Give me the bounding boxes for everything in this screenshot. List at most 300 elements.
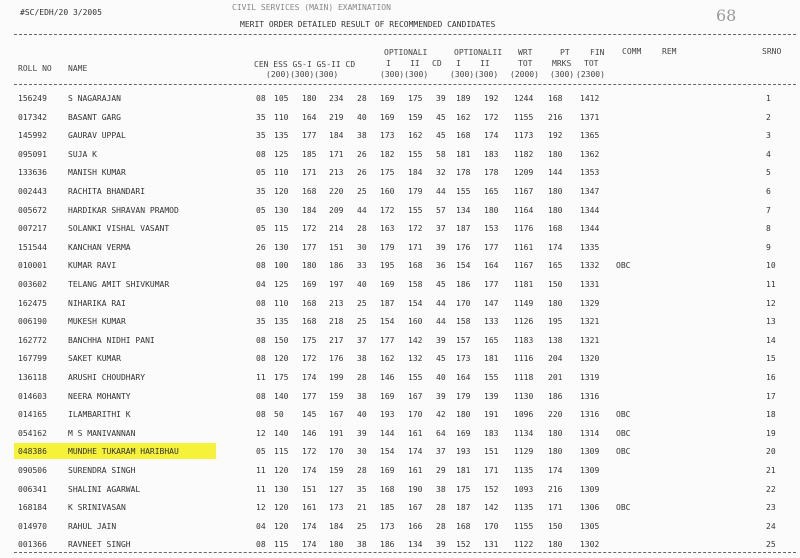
cell-ess: 120 bbox=[274, 521, 289, 531]
cell-name: MANISH KUMAR bbox=[68, 168, 126, 178]
cell-opt2-ii: 147 bbox=[484, 298, 499, 308]
cell-fin-tot: 1314 bbox=[580, 428, 600, 438]
table-row bbox=[0, 373, 800, 389]
cell-wrt-tot: 1167 bbox=[514, 187, 534, 196]
cell-opt1-ii: 161 bbox=[408, 466, 423, 475]
table-row bbox=[0, 466, 800, 482]
cell-fin-tot: 1344 bbox=[580, 205, 600, 215]
cell-fin-tot: 1321 bbox=[580, 317, 600, 327]
cell-ess: 110 bbox=[274, 112, 289, 122]
cell-gs2: 219 bbox=[329, 112, 344, 122]
header-name: NAME bbox=[68, 64, 88, 73]
document-title: MERIT ORDER DETAILED RESULT OF RECOMMENDED CANDIDATES bbox=[240, 20, 496, 29]
cell-name: SURENDRA SINGH bbox=[68, 466, 136, 475]
cell-wrt-tot: 1135 bbox=[514, 503, 534, 513]
cell-gs1: 174 bbox=[302, 540, 317, 550]
cell-gs1: 174 bbox=[302, 521, 317, 531]
cell-srno: 13 bbox=[766, 317, 776, 327]
cell-opt1-ii: 161 bbox=[408, 428, 423, 438]
cell-comm: OBC bbox=[616, 447, 631, 457]
cell-opt1-ii: 171 bbox=[408, 242, 423, 252]
cell-opt1-i: 172 bbox=[380, 205, 395, 215]
header-fin-max: (2300) bbox=[576, 70, 605, 79]
cell-cen: 05 bbox=[256, 447, 266, 457]
cell-name: TELANG AMIT SHIVKUMAR bbox=[68, 280, 170, 289]
cell-cen: 05 bbox=[256, 205, 266, 215]
cell-pt-marks: 216 bbox=[548, 484, 563, 494]
cell-opt2-ii: 191 bbox=[484, 410, 499, 420]
cell-cd: 30 bbox=[357, 447, 367, 457]
cell-roll-no: 014165 bbox=[18, 410, 47, 420]
table-row bbox=[0, 131, 800, 147]
table-row bbox=[0, 150, 800, 166]
cell-wrt-tot: 1164 bbox=[514, 205, 534, 215]
cell-fin-tot: 1306 bbox=[580, 503, 600, 513]
cell-roll-no: 133636 bbox=[18, 168, 47, 178]
cell-roll-no: 151544 bbox=[18, 242, 47, 252]
cell-gs1: 180 bbox=[302, 94, 317, 103]
cell-cd2: 37 bbox=[436, 447, 446, 457]
cell-opt1-ii: 132 bbox=[408, 354, 423, 364]
cell-opt1-i: 169 bbox=[380, 466, 395, 475]
cell-roll-no: 090506 bbox=[18, 466, 47, 475]
cell-cen: 12 bbox=[256, 503, 266, 513]
cell-opt2-i: 154 bbox=[456, 261, 471, 271]
cell-opt2-ii: 131 bbox=[484, 540, 499, 550]
cell-srno: 5 bbox=[766, 168, 771, 178]
cell-fin-tot: 1316 bbox=[580, 391, 600, 401]
cell-cd2: 32 bbox=[436, 168, 446, 178]
cell-opt2-i: 181 bbox=[456, 466, 471, 475]
cell-comm: OBC bbox=[616, 428, 631, 438]
cell-cd2: 39 bbox=[436, 242, 446, 252]
header-opt2-max: (300)(300) bbox=[450, 70, 499, 79]
cell-roll-no: 048386 bbox=[18, 447, 47, 457]
cell-opt1-i: 187 bbox=[380, 298, 395, 308]
cell-opt1-ii: 168 bbox=[408, 261, 423, 271]
cell-cd: 28 bbox=[357, 373, 367, 382]
cell-ess: 130 bbox=[274, 205, 289, 215]
cell-cd2: 40 bbox=[436, 373, 446, 382]
cell-opt1-i: 179 bbox=[380, 242, 395, 252]
cell-ess: 120 bbox=[274, 466, 289, 475]
cell-pt-marks: 180 bbox=[548, 187, 563, 196]
header-pt-max: (300) bbox=[550, 70, 575, 79]
cell-opt2-ii: 183 bbox=[484, 149, 499, 159]
cell-gs2: 176 bbox=[329, 354, 344, 364]
cell-pt-marks: 204 bbox=[548, 354, 563, 364]
cell-opt2-ii: 170 bbox=[484, 521, 499, 531]
office-title: CIVIL SERVICES (MAIN) EXAMINATION bbox=[232, 3, 391, 12]
cell-cd: 38 bbox=[357, 540, 367, 550]
cell-opt2-ii: 192 bbox=[484, 94, 499, 103]
cell-opt1-i: 162 bbox=[380, 354, 395, 364]
cell-cd: 25 bbox=[357, 317, 367, 327]
cell-opt1-i: 169 bbox=[380, 391, 395, 401]
cell-pt-marks: 144 bbox=[548, 168, 563, 178]
cell-cd: 28 bbox=[357, 466, 367, 475]
cell-opt2-ii: 181 bbox=[484, 354, 499, 364]
cell-ess: 135 bbox=[274, 317, 289, 327]
table-row bbox=[0, 485, 800, 501]
cell-cen: 26 bbox=[256, 242, 266, 252]
cell-opt1-ii: 155 bbox=[408, 205, 423, 215]
cell-cd2: 45 bbox=[436, 131, 446, 141]
cell-wrt-tot: 1183 bbox=[514, 335, 534, 345]
cell-roll-no: 001366 bbox=[18, 540, 47, 550]
reference-number: #SC/EDH/20 3/2005 bbox=[20, 8, 102, 17]
cell-ess: 130 bbox=[274, 242, 289, 252]
cell-pt-marks: 220 bbox=[548, 410, 563, 420]
cell-cen: 08 bbox=[256, 540, 266, 550]
header-srno: SRNO bbox=[762, 47, 782, 56]
cell-opt1-ii: 155 bbox=[408, 149, 423, 159]
cell-srno: 24 bbox=[766, 521, 776, 531]
cell-srno: 16 bbox=[766, 373, 776, 382]
page-mark: 68 bbox=[716, 6, 737, 25]
cell-cd2: 64 bbox=[436, 428, 446, 438]
cell-name: SHALINI AGARWAL bbox=[68, 484, 141, 494]
cell-cd2: 38 bbox=[436, 484, 446, 494]
table-row bbox=[0, 336, 800, 352]
cell-wrt-tot: 1167 bbox=[514, 261, 534, 271]
cell-cd: 40 bbox=[357, 112, 367, 122]
cell-opt1-i: 169 bbox=[380, 94, 395, 103]
cell-srno: 12 bbox=[766, 298, 776, 308]
cell-ess: 125 bbox=[274, 149, 289, 159]
table-row bbox=[0, 410, 800, 426]
cell-ess: 125 bbox=[274, 280, 289, 289]
cell-cd: 37 bbox=[357, 335, 367, 345]
cell-fin-tot: 1316 bbox=[580, 410, 600, 420]
cell-cd2: 58 bbox=[436, 149, 446, 159]
cell-gs1: 180 bbox=[302, 261, 317, 271]
cell-cd2: 57 bbox=[436, 205, 446, 215]
header-opt1-sub: I II bbox=[386, 59, 420, 68]
cell-roll-no: 014970 bbox=[18, 521, 47, 531]
cell-srno: 25 bbox=[766, 540, 776, 550]
cell-cd: 38 bbox=[357, 354, 367, 364]
header-roll-no: ROLL NO bbox=[18, 64, 52, 73]
cell-fin-tot: 1362 bbox=[580, 149, 600, 159]
cell-gs2: 218 bbox=[329, 317, 344, 327]
cell-cd: 28 bbox=[357, 94, 367, 103]
cell-opt1-i: 193 bbox=[380, 410, 395, 420]
cell-cd: 25 bbox=[357, 298, 367, 308]
cell-opt1-ii: 134 bbox=[408, 540, 423, 550]
header-fin: FIN bbox=[590, 48, 605, 57]
cell-cd: 25 bbox=[357, 521, 367, 531]
cell-gs2: 159 bbox=[329, 391, 344, 401]
cell-gs2: 199 bbox=[329, 373, 344, 382]
cell-srno: 22 bbox=[766, 484, 776, 494]
cell-opt1-ii: 166 bbox=[408, 521, 423, 531]
cell-opt1-i: 160 bbox=[380, 187, 395, 196]
cell-opt2-i: 173 bbox=[456, 354, 471, 364]
cell-opt1-i: 182 bbox=[380, 149, 395, 159]
divider bbox=[14, 552, 796, 553]
cell-gs2: 197 bbox=[329, 280, 344, 289]
cell-roll-no: 054162 bbox=[18, 428, 47, 438]
cell-wrt-tot: 1116 bbox=[514, 354, 534, 364]
cell-opt1-ii: 172 bbox=[408, 224, 423, 234]
cell-pt-marks: 186 bbox=[548, 391, 563, 401]
cell-opt1-ii: 174 bbox=[408, 447, 423, 457]
cell-wrt-tot: 1126 bbox=[514, 317, 534, 327]
cell-fin-tot: 1321 bbox=[580, 335, 600, 345]
cell-cen: 08 bbox=[256, 94, 266, 103]
cell-gs1: 174 bbox=[302, 373, 317, 382]
cell-wrt-tot: 1181 bbox=[514, 280, 534, 289]
cell-roll-no: 145992 bbox=[18, 131, 47, 141]
cell-cd2: 44 bbox=[436, 298, 446, 308]
cell-pt-marks: 171 bbox=[548, 503, 563, 513]
cell-cen: 08 bbox=[256, 149, 266, 159]
cell-cd: 35 bbox=[357, 484, 367, 494]
cell-opt2-ii: 165 bbox=[484, 187, 499, 196]
cell-opt2-ii: 165 bbox=[484, 335, 499, 345]
cell-cd2: 39 bbox=[436, 391, 446, 401]
cell-cen: 08 bbox=[256, 298, 266, 308]
cell-wrt-tot: 1118 bbox=[514, 373, 534, 382]
cell-gs1: 172 bbox=[302, 224, 317, 234]
cell-cd2: 45 bbox=[436, 280, 446, 289]
cell-wrt-tot: 1093 bbox=[514, 484, 534, 494]
cell-wrt-tot: 1182 bbox=[514, 149, 534, 159]
cell-name: KUMAR RAVI bbox=[68, 261, 117, 271]
cell-cd: 25 bbox=[357, 187, 367, 196]
cell-gs2: 184 bbox=[329, 521, 344, 531]
cell-wrt-tot: 1173 bbox=[514, 131, 534, 141]
cell-cen: 35 bbox=[256, 317, 266, 327]
cell-ess: 120 bbox=[274, 354, 289, 364]
table-row bbox=[0, 392, 800, 408]
cell-opt1-i: 169 bbox=[380, 112, 395, 122]
cell-name: NIHARIKA RAI bbox=[68, 298, 126, 308]
header-cols-max: (200)(300)(300) bbox=[266, 70, 339, 79]
cell-cen: 08 bbox=[256, 261, 266, 271]
cell-cen: 08 bbox=[256, 410, 266, 420]
cell-roll-no: 156249 bbox=[18, 94, 47, 103]
table-row bbox=[0, 224, 800, 240]
cell-opt1-i: 177 bbox=[380, 335, 395, 345]
cell-srno: 20 bbox=[766, 447, 776, 457]
cell-fin-tot: 1319 bbox=[580, 373, 600, 382]
cell-cen: 05 bbox=[256, 168, 266, 178]
cell-gs2: 127 bbox=[329, 484, 344, 494]
cell-pt-marks: 180 bbox=[548, 298, 563, 308]
cell-srno: 11 bbox=[766, 280, 776, 289]
cell-gs2: 186 bbox=[329, 261, 344, 271]
cell-ess: 120 bbox=[274, 187, 289, 196]
cell-srno: 23 bbox=[766, 503, 776, 513]
cell-opt2-ii: 177 bbox=[484, 242, 499, 252]
cell-fin-tot: 1320 bbox=[580, 354, 600, 364]
table-row bbox=[0, 94, 800, 110]
cell-wrt-tot: 1209 bbox=[514, 168, 534, 178]
header-opt2-sub: I II bbox=[456, 59, 490, 68]
cell-cen: 08 bbox=[256, 354, 266, 364]
table-row bbox=[0, 522, 800, 538]
cell-gs1: 151 bbox=[302, 484, 317, 494]
cell-roll-no: 007217 bbox=[18, 224, 47, 234]
header-rem: REM bbox=[662, 47, 677, 56]
cell-opt2-i: 187 bbox=[456, 503, 471, 513]
cell-name: GAURAV UPPAL bbox=[68, 131, 126, 141]
cell-cen: 08 bbox=[256, 391, 266, 401]
cell-wrt-tot: 1161 bbox=[514, 242, 534, 252]
cell-gs2: 191 bbox=[329, 428, 344, 438]
cell-opt1-ii: 179 bbox=[408, 187, 423, 196]
cell-opt2-ii: 178 bbox=[484, 168, 499, 178]
cell-name: ARUSHI CHOUDHARY bbox=[68, 373, 146, 382]
cell-opt2-ii: 139 bbox=[484, 391, 499, 401]
cell-name: RAHUL JAIN bbox=[68, 521, 117, 531]
cell-gs2: 213 bbox=[329, 168, 344, 178]
cell-pt-marks: 168 bbox=[548, 94, 563, 103]
cell-cd2: 45 bbox=[436, 354, 446, 364]
cell-opt1-i: 169 bbox=[380, 280, 395, 289]
cell-roll-no: 162772 bbox=[18, 335, 47, 345]
table-row bbox=[0, 206, 800, 222]
table-row bbox=[0, 354, 800, 370]
cell-ess: 50 bbox=[274, 410, 284, 420]
cell-cd: 38 bbox=[357, 131, 367, 141]
cell-name: BANCHHA NIDHI PANI bbox=[68, 335, 155, 345]
cell-cd2: 37 bbox=[436, 224, 446, 234]
header-pt: PT bbox=[560, 48, 570, 57]
cell-srno: 18 bbox=[766, 410, 776, 420]
cell-name: MUKESH KUMAR bbox=[68, 317, 126, 327]
header-optional2: OPTIONALII bbox=[454, 48, 503, 57]
cell-pt-marks: 180 bbox=[548, 428, 563, 438]
cell-gs2: 209 bbox=[329, 205, 344, 215]
cell-ess: 175 bbox=[274, 373, 289, 382]
cell-fin-tot: 1309 bbox=[580, 484, 600, 494]
cell-ess: 150 bbox=[274, 335, 289, 345]
cell-name: HARDIKAR SHRAVAN PRAMOD bbox=[68, 205, 179, 215]
cell-cd2: 39 bbox=[436, 335, 446, 345]
cell-gs2: 167 bbox=[329, 410, 344, 420]
cell-opt2-i: 170 bbox=[456, 298, 471, 308]
table-row bbox=[0, 299, 800, 315]
cell-gs1: 175 bbox=[302, 335, 317, 345]
cell-opt2-i: 157 bbox=[456, 335, 471, 345]
cell-cd: 21 bbox=[357, 503, 367, 513]
cell-pt-marks: 192 bbox=[548, 131, 563, 141]
cell-ess: 135 bbox=[274, 131, 289, 141]
cell-fin-tot: 1331 bbox=[580, 280, 600, 289]
cell-ess: 110 bbox=[274, 168, 289, 178]
cell-cd2: 45 bbox=[436, 112, 446, 122]
cell-cen: 11 bbox=[256, 466, 266, 475]
cell-gs2: 184 bbox=[329, 131, 344, 141]
cell-cd2: 36 bbox=[436, 261, 446, 271]
cell-opt2-i: 175 bbox=[456, 484, 471, 494]
table-row bbox=[0, 280, 800, 296]
cell-pt-marks: 138 bbox=[548, 335, 563, 345]
header-wrt-max: (2000) bbox=[510, 70, 539, 79]
cell-cd: 33 bbox=[357, 261, 367, 271]
cell-ess: 140 bbox=[274, 428, 289, 438]
cell-pt-marks: 180 bbox=[548, 149, 563, 159]
cell-name: S NAGARAJAN bbox=[68, 94, 121, 103]
cell-gs1: 177 bbox=[302, 242, 317, 252]
cell-gs2: 170 bbox=[329, 447, 344, 457]
cell-opt2-i: 176 bbox=[456, 242, 471, 252]
cell-ess: 105 bbox=[274, 94, 289, 103]
cell-srno: 3 bbox=[766, 131, 771, 141]
cell-gs2: 151 bbox=[329, 242, 344, 252]
cell-srno: 9 bbox=[766, 242, 771, 252]
cell-opt2-i: 158 bbox=[456, 317, 471, 327]
cell-srno: 7 bbox=[766, 205, 771, 215]
cell-cd2: 39 bbox=[436, 540, 446, 550]
cell-cen: 12 bbox=[256, 428, 266, 438]
cell-opt1-ii: 184 bbox=[408, 168, 423, 178]
divider bbox=[14, 34, 796, 35]
cell-name: NEERA MOHANTY bbox=[68, 391, 131, 401]
cell-opt1-ii: 158 bbox=[408, 280, 423, 289]
cell-name: SUJA K bbox=[68, 149, 97, 159]
cell-wrt-tot: 1155 bbox=[514, 112, 534, 122]
cell-cen: 04 bbox=[256, 280, 266, 289]
cell-opt1-i: 185 bbox=[380, 503, 395, 513]
cell-ess: 110 bbox=[274, 298, 289, 308]
cell-srno: 17 bbox=[766, 391, 776, 401]
cell-cen: 05 bbox=[256, 224, 266, 234]
cell-gs1: 172 bbox=[302, 354, 317, 364]
cell-srno: 6 bbox=[766, 187, 771, 196]
cell-cd: 26 bbox=[357, 168, 367, 178]
cell-fin-tot: 1353 bbox=[580, 168, 600, 178]
cell-gs1: 161 bbox=[302, 503, 317, 513]
cell-srno: 8 bbox=[766, 224, 771, 234]
cell-gs1: 169 bbox=[302, 280, 317, 289]
cell-opt2-i: 179 bbox=[456, 391, 471, 401]
cell-roll-no: 017342 bbox=[18, 112, 47, 122]
cell-fin-tot: 1371 bbox=[580, 112, 600, 122]
cell-pt-marks: 168 bbox=[548, 224, 563, 234]
cell-opt2-ii: 151 bbox=[484, 447, 499, 457]
cell-fin-tot: 1309 bbox=[580, 447, 600, 457]
cell-gs1: 171 bbox=[302, 168, 317, 178]
cell-opt2-i: 155 bbox=[456, 187, 471, 196]
cell-opt2-ii: 133 bbox=[484, 317, 499, 327]
cell-opt2-i: 134 bbox=[456, 205, 471, 215]
cell-opt2-i: 187 bbox=[456, 224, 471, 234]
cell-cd: 38 bbox=[357, 391, 367, 401]
cell-comm: OBC bbox=[616, 503, 631, 513]
cell-opt1-i: 173 bbox=[380, 521, 395, 531]
cell-opt1-ii: 190 bbox=[408, 484, 423, 494]
cell-fin-tot: 1335 bbox=[580, 242, 600, 252]
cell-opt1-i: 168 bbox=[380, 484, 395, 494]
cell-wrt-tot: 1244 bbox=[514, 94, 534, 103]
cell-opt2-ii: 180 bbox=[484, 205, 499, 215]
cell-opt2-ii: 183 bbox=[484, 428, 499, 438]
cell-opt2-ii: 142 bbox=[484, 503, 499, 513]
cell-roll-no: 162475 bbox=[18, 298, 47, 308]
cell-srno: 1 bbox=[766, 94, 771, 103]
cell-opt1-ii: 175 bbox=[408, 94, 423, 103]
cell-cd2: 44 bbox=[436, 317, 446, 327]
table-row bbox=[0, 503, 800, 519]
cell-gs2: 173 bbox=[329, 503, 344, 513]
cell-srno: 15 bbox=[766, 354, 776, 364]
cell-opt2-ii: 172 bbox=[484, 112, 499, 122]
cell-name: RAVNEET SINGH bbox=[68, 540, 131, 550]
